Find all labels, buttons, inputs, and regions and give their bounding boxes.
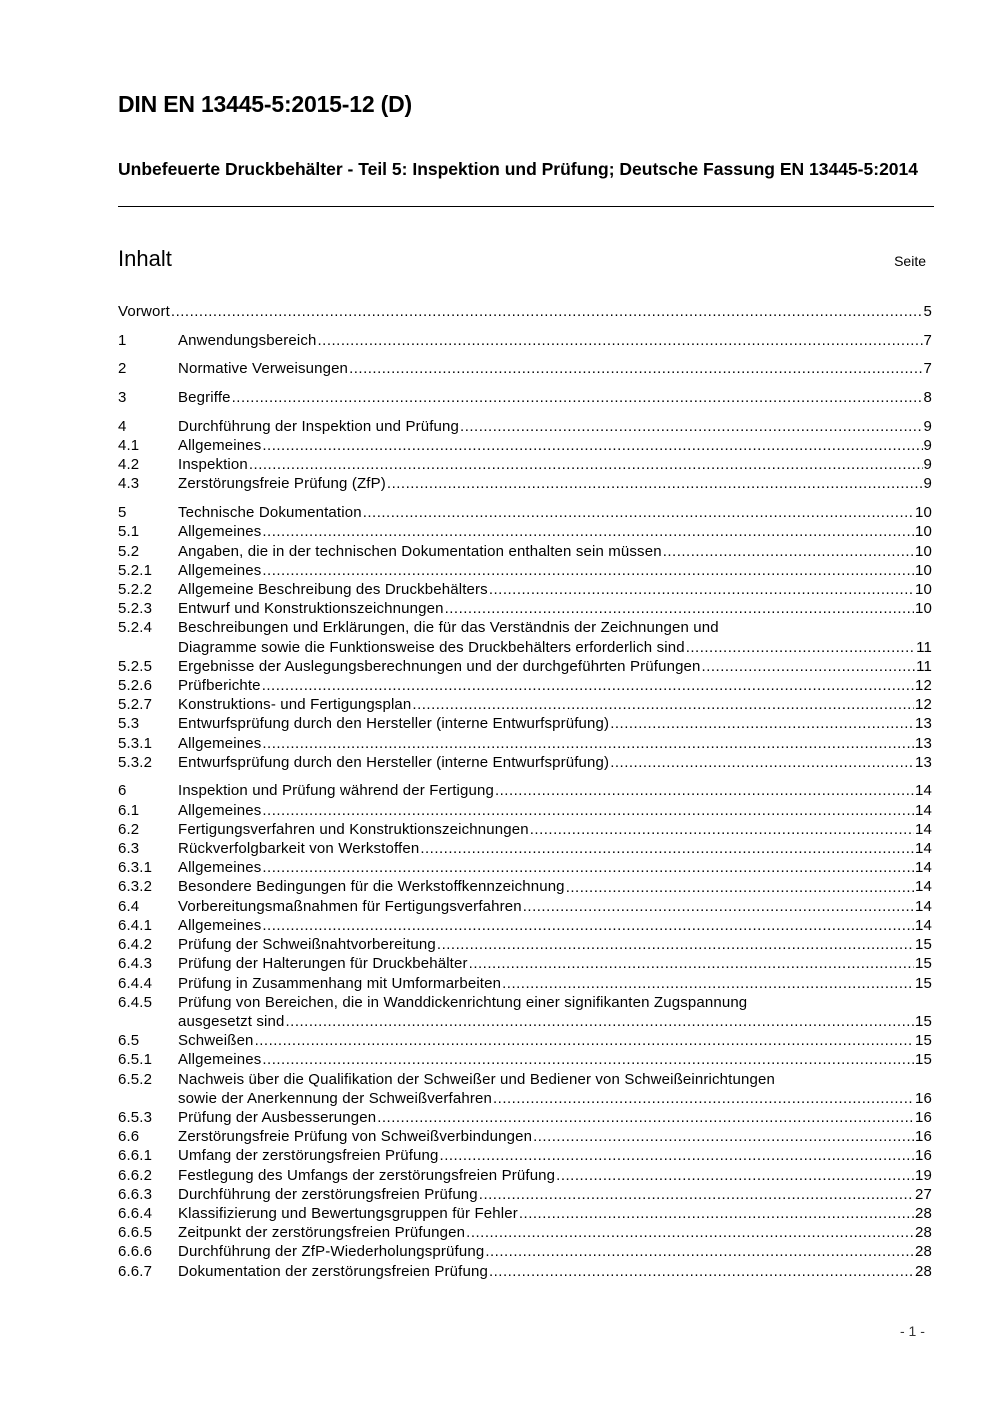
toc-entry[interactable] xyxy=(118,734,932,753)
toc-entry-title: Durchführung der zerstörungsfreien Prüfung xyxy=(178,1185,478,1203)
toc-entry-page: 13 xyxy=(915,753,932,771)
toc-entry-number: 5.2.7 xyxy=(118,696,153,714)
toc-entry-page: 10 xyxy=(915,523,932,541)
toc-entry[interactable] xyxy=(118,897,932,916)
toc-heading: Inhalt xyxy=(118,246,172,271)
toc-entry-title: Festlegung des Umfangs der zerstörungsfreien Prüfung xyxy=(178,1166,556,1184)
toc-entry[interactable] xyxy=(118,302,932,321)
toc-entry[interactable] xyxy=(118,618,932,637)
toc-entry-title: Prüfung der Halterungen für Druckbehälter xyxy=(178,955,468,973)
toc-entry-title: Konstruktions- und Fertigungsplan xyxy=(178,696,412,714)
toc-entry[interactable] xyxy=(118,1031,932,1050)
toc-entry-title: Zerstörungsfreie Prüfung (ZfP) xyxy=(178,475,386,493)
document-title: DIN EN 13445-5:2015-12 (D) xyxy=(118,91,412,117)
toc-entry-continuation[interactable] xyxy=(118,1089,932,1108)
toc-entry[interactable] xyxy=(118,676,932,695)
dot-leader xyxy=(479,1185,914,1204)
dot-leader xyxy=(440,1146,914,1165)
toc-entry-title-continued: Diagramme sowie die Funktionsweise des Druckbehälters erforderlich sind xyxy=(178,638,685,656)
toc-entry-number: 6.4.5 xyxy=(118,993,153,1011)
toc-entry-number: 4 xyxy=(118,417,127,435)
toc-entry-title: Angaben, die in der technischen Dokumentation enthalten sein müssen xyxy=(178,542,662,560)
toc-entry-number: 6.5 xyxy=(118,1032,140,1050)
toc-entry[interactable] xyxy=(118,954,932,973)
toc-entry-title: Zerstörungsfreie Prüfung von Schweißverbindungen xyxy=(178,1128,533,1146)
toc-entry-title: Inspektion und Prüfung während der Fertigung xyxy=(178,782,494,800)
dot-leader xyxy=(412,695,914,714)
toc-entry-title: Anwendungsbereich xyxy=(178,331,317,349)
toc-entry-number: 6.4.1 xyxy=(118,916,153,934)
toc-entry[interactable] xyxy=(118,1108,932,1127)
toc-entry[interactable] xyxy=(118,877,932,896)
toc-entry-title: Prüfung in Zusammenhang mit Umformarbeiten xyxy=(178,974,502,992)
toc-entry-title: Vorbereitungsmaßnahmen für Fertigungsverfahren xyxy=(178,897,522,915)
dot-leader xyxy=(469,954,914,973)
dot-leader xyxy=(460,417,922,436)
toc-entry-page: 10 xyxy=(915,504,932,522)
toc-entry-title: Entwurf und Konstruktionszeichnungen xyxy=(178,600,444,618)
toc-entry-title: Inspektion xyxy=(178,456,248,474)
dot-leader xyxy=(420,839,914,858)
toc-entry-title: Allgemeines xyxy=(178,916,262,934)
toc-entry-number: 5.1 xyxy=(118,523,140,541)
toc-entry[interactable] xyxy=(118,916,932,935)
toc-entry[interactable] xyxy=(118,801,932,820)
toc-entry-number: 5.2.1 xyxy=(118,561,153,579)
toc-entry[interactable] xyxy=(118,1070,932,1089)
toc-entry-page: 14 xyxy=(915,820,932,838)
dot-leader xyxy=(377,1108,914,1127)
toc-entry-continuation[interactable] xyxy=(118,1012,932,1031)
toc-entry-number: 2 xyxy=(118,360,127,378)
toc-entry[interactable] xyxy=(118,1204,932,1223)
page-number: - 1 - xyxy=(900,1323,925,1339)
toc-entry-title: Prüfberichte xyxy=(178,676,261,694)
toc-entry[interactable] xyxy=(118,1127,932,1146)
toc-entry-number: 6.5.2 xyxy=(118,1070,153,1088)
table-of-contents xyxy=(118,302,932,1290)
toc-entry-page: 12 xyxy=(915,676,932,694)
toc-entry-number: 6.5.3 xyxy=(118,1108,153,1126)
toc-entry[interactable] xyxy=(118,1242,932,1261)
toc-entry-title: Durchführung der ZfP-Wiederholungsprüfung xyxy=(178,1243,485,1261)
toc-entry-number: 6.4.3 xyxy=(118,955,153,973)
toc-entry[interactable] xyxy=(118,781,932,800)
toc-entry-page: 7 xyxy=(923,360,932,378)
toc-entry-page: 28 xyxy=(915,1262,932,1280)
dot-leader xyxy=(262,734,914,753)
toc-entry-page: 11 xyxy=(916,657,932,675)
document-page xyxy=(118,0,934,1403)
toc-entry-title: Begriffe xyxy=(178,389,231,407)
dot-leader xyxy=(702,657,916,676)
toc-entry[interactable] xyxy=(118,542,932,561)
toc-entry-number: 6.6.2 xyxy=(118,1166,153,1184)
toc-entry-number: 6.5.1 xyxy=(118,1051,153,1069)
toc-entry-number: 5.2.5 xyxy=(118,657,153,675)
toc-entry-page: 14 xyxy=(915,916,932,934)
toc-entry-title: Allgemeines xyxy=(178,734,262,752)
toc-group xyxy=(118,417,932,494)
toc-entry-page: 15 xyxy=(915,955,932,973)
toc-entry-title: Nachweis über die Qualifikation der Schweißer und Bediener von Schweißeinrichtungen xyxy=(178,1070,775,1088)
toc-entry-number: 5.2 xyxy=(118,542,140,560)
toc-entry-number: 6.3.1 xyxy=(118,859,153,877)
toc-entry-number: 6.6.1 xyxy=(118,1147,153,1165)
toc-entry[interactable] xyxy=(118,1146,932,1165)
toc-entry-page: 14 xyxy=(915,782,932,800)
toc-entry-page: 28 xyxy=(915,1204,932,1222)
toc-entry-page: 14 xyxy=(915,840,932,858)
toc-entry-number: 6.6.6 xyxy=(118,1243,153,1261)
toc-entry-page: 13 xyxy=(915,734,932,752)
toc-entry-title: Klassifizierung und Bewertungsgruppen für Fehler xyxy=(178,1204,518,1222)
toc-entry[interactable] xyxy=(118,695,932,714)
toc-entry-title: Umfang der zerstörungsfreien Prüfung xyxy=(178,1147,439,1165)
toc-entry-title-continued: sowie der Anerkennung der Schweißverfahren xyxy=(178,1089,492,1107)
toc-entry-title: Prüfung der Schweißnahtvorbereitung xyxy=(178,936,436,954)
dot-leader xyxy=(387,474,923,493)
toc-group xyxy=(118,331,932,350)
dot-leader xyxy=(363,503,914,522)
toc-entry-number: 5.3.2 xyxy=(118,753,153,771)
toc-entry[interactable] xyxy=(118,561,932,580)
toc-entry-number: 5.2.6 xyxy=(118,676,153,694)
toc-group xyxy=(118,359,932,378)
dot-leader xyxy=(489,1262,914,1281)
dot-leader xyxy=(171,302,923,321)
toc-entry-page: 14 xyxy=(915,897,932,915)
toc-entry-page: 9 xyxy=(923,475,932,493)
toc-entry-number: 6.6.3 xyxy=(118,1185,153,1203)
toc-entry-number: 6.6.4 xyxy=(118,1204,153,1222)
dot-leader xyxy=(495,781,914,800)
toc-entry-page: 15 xyxy=(915,1051,932,1069)
dot-leader xyxy=(493,1089,914,1108)
toc-entry[interactable] xyxy=(118,1223,932,1242)
toc-entry-title: Entwurfsprüfung durch den Hersteller (interne Entwurfsprüfung) xyxy=(178,753,610,771)
dot-leader xyxy=(489,580,914,599)
toc-entry[interactable] xyxy=(118,436,932,455)
toc-group xyxy=(118,781,932,1280)
toc-entry-title: Allgemeines xyxy=(178,1051,262,1069)
toc-entry-page: 8 xyxy=(923,389,932,407)
toc-entry-number: 1 xyxy=(118,331,127,349)
toc-entry-page: 9 xyxy=(923,417,932,435)
toc-entry[interactable] xyxy=(118,417,932,436)
toc-entry[interactable] xyxy=(118,974,932,993)
dot-leader xyxy=(262,436,922,455)
dot-leader xyxy=(249,455,923,474)
dot-leader xyxy=(610,714,914,733)
toc-entry-title: Allgemeines xyxy=(178,801,262,819)
toc-entry-page: 14 xyxy=(915,878,932,896)
dot-leader xyxy=(232,388,923,407)
dot-leader xyxy=(285,1012,914,1031)
toc-entry-page: 9 xyxy=(923,456,932,474)
toc-entry-page: 16 xyxy=(915,1128,932,1146)
toc-entry-page: 19 xyxy=(915,1166,932,1184)
dot-leader xyxy=(445,599,914,618)
dot-leader xyxy=(262,858,914,877)
dot-leader xyxy=(262,561,914,580)
toc-entry-title: Dokumentation der zerstörungsfreien Prüfung xyxy=(178,1262,488,1280)
toc-entry[interactable] xyxy=(118,331,932,350)
toc-entry-number: 6 xyxy=(118,782,127,800)
toc-entry-number: 6.4 xyxy=(118,897,140,915)
toc-entry-page: 15 xyxy=(915,974,932,992)
toc-entry[interactable] xyxy=(118,599,932,618)
title-divider xyxy=(118,206,934,207)
dot-leader xyxy=(262,916,914,935)
dot-leader xyxy=(437,935,914,954)
toc-entry-number: 6.1 xyxy=(118,801,140,819)
toc-entry-number: 5.3.1 xyxy=(118,734,153,752)
dot-leader xyxy=(663,542,914,561)
toc-entry-title: Normative Verweisungen xyxy=(178,360,349,378)
toc-entry-page: 16 xyxy=(915,1147,932,1165)
toc-entry[interactable] xyxy=(118,522,932,541)
toc-entry-page: 12 xyxy=(915,696,932,714)
toc-entry-page: 10 xyxy=(915,600,932,618)
toc-entry[interactable] xyxy=(118,388,932,407)
dot-leader xyxy=(566,878,914,897)
toc-entry[interactable] xyxy=(118,993,932,1012)
toc-entry-number: 6.6.5 xyxy=(118,1224,153,1242)
toc-entry[interactable] xyxy=(118,1050,932,1069)
toc-entry-number: 6.3.2 xyxy=(118,878,153,896)
toc-entry-number: 4.1 xyxy=(118,437,140,455)
toc-entry-page: 10 xyxy=(915,561,932,579)
toc-entry-title: Allgemeine Beschreibung des Druckbehälters xyxy=(178,580,488,598)
toc-entry-title: Allgemeines xyxy=(178,561,262,579)
toc-entry[interactable] xyxy=(118,1166,932,1185)
toc-entry-number: 5.2.4 xyxy=(118,619,153,637)
toc-entry-number: 4.3 xyxy=(118,475,140,493)
toc-entry-title: Rückverfolgbarkeit von Werkstoffen xyxy=(178,840,420,858)
toc-entry-page: 9 xyxy=(923,437,932,455)
toc-entry[interactable] xyxy=(118,474,932,493)
toc-entry-number: 6.4.4 xyxy=(118,974,153,992)
toc-entry-number: 5.3 xyxy=(118,715,140,733)
toc-entry[interactable] xyxy=(118,753,932,772)
toc-entry-title: Allgemeines xyxy=(178,859,262,877)
toc-entry-title: Fertigungsverfahren und Konstruktionszeichnungen xyxy=(178,820,529,838)
toc-entry-title: Vorwort xyxy=(118,303,170,320)
toc-entry-title: Prüfung von Bereichen, die in Wanddickenrichtung einer signifikanten Zugspannung xyxy=(178,993,748,1011)
dot-leader xyxy=(262,1050,914,1069)
toc-entry-page: 28 xyxy=(915,1224,932,1242)
toc-entry-title: Prüfung der Ausbesserungen xyxy=(178,1108,377,1126)
toc-entry-number: 6.4.2 xyxy=(118,936,153,954)
toc-entry-page: 14 xyxy=(915,859,932,877)
toc-entry-title: Besondere Bedingungen für die Werkstoffkennzeichnung xyxy=(178,878,565,896)
toc-entry-title: Zeitpunkt der zerstörungsfreien Prüfungen xyxy=(178,1224,466,1242)
toc-entry[interactable] xyxy=(118,455,932,474)
dot-leader xyxy=(349,359,922,378)
dot-leader xyxy=(686,638,915,657)
toc-entry[interactable] xyxy=(118,820,932,839)
toc-entry-title: Allgemeines xyxy=(178,437,262,455)
toc-entry-page: 28 xyxy=(915,1243,932,1261)
toc-entry-page: 10 xyxy=(915,542,932,560)
dot-leader xyxy=(533,1127,914,1146)
toc-group xyxy=(118,503,932,772)
toc-entry-title: Allgemeines xyxy=(178,523,262,541)
toc-entry-page: 7 xyxy=(923,331,932,349)
toc-entry[interactable] xyxy=(118,580,932,599)
toc-entry-number: 6.2 xyxy=(118,820,140,838)
toc-entry-page: 10 xyxy=(915,580,932,598)
toc-entry-title: Technische Dokumentation xyxy=(178,504,362,522)
document-subtitle: Unbefeuerte Druckbehälter - Teil 5: Inspektion und Prüfung; Deutsche Fassung EN 13445-5:2014 xyxy=(118,159,919,179)
toc-entry-title: Schweißen xyxy=(178,1032,254,1050)
toc-entry[interactable] xyxy=(118,858,932,877)
dot-leader xyxy=(466,1223,914,1242)
dot-leader xyxy=(262,522,914,541)
toc-entry-number: 6.6 xyxy=(118,1128,140,1146)
toc-entry[interactable] xyxy=(118,714,932,733)
toc-entry[interactable] xyxy=(118,657,932,676)
toc-entry-continuation[interactable] xyxy=(118,638,932,657)
toc-group xyxy=(118,302,932,321)
toc-entry-number: 3 xyxy=(118,389,127,407)
dot-leader xyxy=(610,753,914,772)
toc-entry-page: 14 xyxy=(915,801,932,819)
toc-entry-page: 15 xyxy=(915,936,932,954)
dot-leader xyxy=(519,1204,914,1223)
toc-entry[interactable] xyxy=(118,935,932,954)
toc-entry-page: 16 xyxy=(915,1089,932,1107)
toc-entry-page: 15 xyxy=(915,1032,932,1050)
toc-entry[interactable] xyxy=(118,1185,932,1204)
toc-entry-number: 5.2.2 xyxy=(118,580,153,598)
dot-leader xyxy=(530,820,914,839)
dot-leader xyxy=(317,331,922,350)
toc-entry[interactable] xyxy=(118,1262,932,1281)
toc-entry[interactable] xyxy=(118,503,932,522)
dot-leader xyxy=(255,1031,914,1050)
dot-leader xyxy=(262,676,914,695)
toc-entry-number: 6.3 xyxy=(118,840,140,858)
dot-leader xyxy=(556,1166,914,1185)
dot-leader xyxy=(485,1242,914,1261)
toc-group xyxy=(118,388,932,407)
dot-leader xyxy=(523,897,914,916)
toc-entry-title: Beschreibungen und Erklärungen, die für das Verständnis der Zeichnungen und xyxy=(178,619,719,637)
toc-entry-page: 5 xyxy=(923,303,932,320)
toc-entry-title: Entwurfsprüfung durch den Hersteller (interne Entwurfsprüfung) xyxy=(178,715,610,733)
toc-entry-page: 16 xyxy=(915,1108,932,1126)
dot-leader xyxy=(502,974,914,993)
toc-entry-page: 11 xyxy=(916,638,932,656)
toc-entry-number: 5.2.3 xyxy=(118,600,153,618)
toc-entry-page: 15 xyxy=(915,1012,932,1030)
toc-entry-title: Durchführung der Inspektion und Prüfung xyxy=(178,417,460,435)
page-column-label: Seite xyxy=(894,253,926,269)
toc-entry-number: 4.2 xyxy=(118,456,140,474)
toc-entry[interactable] xyxy=(118,839,932,858)
toc-entry-title-continued: ausgesetzt sind xyxy=(178,1012,285,1030)
toc-entry-page: 27 xyxy=(915,1185,932,1203)
toc-entry-number: 5 xyxy=(118,504,127,522)
toc-entry-title: Ergebnisse der Auslegungsberechnungen und der durchgeführten Prüfungen xyxy=(178,657,701,675)
toc-entry[interactable] xyxy=(118,359,932,378)
toc-entry-number: 6.6.7 xyxy=(118,1262,153,1280)
toc-entry-page: 13 xyxy=(915,715,932,733)
dot-leader xyxy=(262,801,914,820)
